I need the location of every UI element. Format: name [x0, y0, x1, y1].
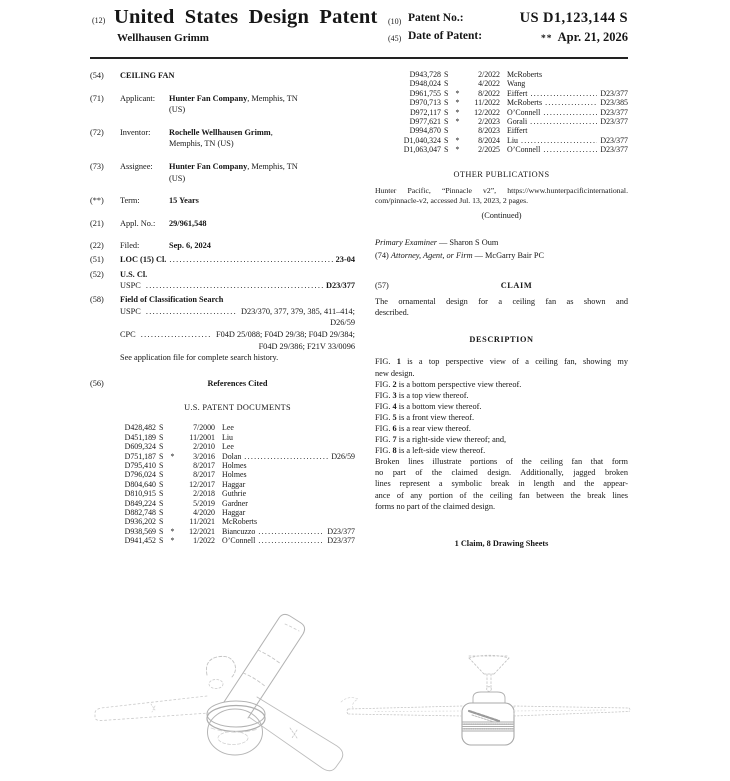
reference-date: 11/2001: [189, 432, 215, 442]
us-patent-documents-heading: U.S. PATENT DOCUMENTS: [184, 402, 291, 412]
entry-code: (58): [90, 295, 104, 305]
text-line: U.S. Cl.: [120, 269, 148, 279]
reference-row: [104, 527, 355, 536]
claim-code: (57): [375, 281, 389, 291]
reference-row: [383, 70, 628, 79]
reference-name: McRoberts: [222, 517, 258, 527]
reference-row: [383, 89, 628, 98]
reference-date: 5/2019: [193, 498, 215, 508]
text-line: FIG. 3 is a top view thereof.: [375, 390, 469, 400]
reference-kind: S: [444, 79, 449, 89]
text-line: F04D 29/386; F21V 33/0096: [258, 341, 355, 351]
text-line: new design.: [375, 368, 415, 378]
us-patent-documents-table: [104, 423, 355, 545]
text-line: Appl. No.: 29/961,548: [120, 218, 207, 228]
reference-name: Eiffert: [507, 88, 528, 98]
biblio-entry: [90, 127, 355, 150]
reference-date: 11/2021: [189, 517, 215, 527]
reference-name: Eiffert: [507, 126, 528, 136]
reference-row: [383, 108, 628, 117]
dot-leader: [169, 254, 332, 266]
reference-kind: S: [444, 126, 449, 136]
reference-number: D751,187: [124, 451, 156, 461]
patent-no-label: Patent No.:: [408, 12, 464, 24]
reference-number: D810,915: [124, 489, 156, 499]
dot-leader: [530, 117, 597, 126]
biblio-entry: [90, 240, 355, 252]
reference-name: McRoberts: [507, 98, 543, 108]
reference-kind: S: [159, 526, 164, 536]
reference-kind: S: [159, 432, 164, 442]
reference-star: *: [455, 117, 460, 127]
claims-sheets-summary: 1 Claim, 8 Drawing Sheets: [454, 538, 549, 548]
reference-kind: S: [159, 508, 164, 518]
double-asterisk-marker: **: [541, 34, 553, 44]
text-line: ance of any portion of the ceiling fan between the break lines: [375, 490, 628, 500]
reference-date: 12/2017: [189, 479, 215, 489]
text-line: Memphis, TN (US): [169, 139, 234, 149]
dot-leader: [258, 527, 324, 536]
text-line: Filed: Sep. 6, 2024: [120, 241, 211, 251]
reference-date: 2/2022: [478, 70, 500, 79]
reference-number: D882,748: [124, 508, 156, 518]
figure-front-view-ceiling-fan: [345, 648, 640, 760]
reference-row: [104, 499, 355, 508]
dot-leader: [543, 108, 597, 117]
description-text: [375, 356, 628, 511]
dot-leader: [530, 89, 597, 98]
reference-name: O’Connell: [222, 536, 256, 546]
text-line: Hunter Pacific, “Pinnacle v2”, https://www.hunterpacificinternational.: [375, 185, 628, 195]
reference-kind: S: [444, 135, 449, 145]
entry-code: (21): [90, 218, 104, 228]
other-publications-heading: OTHER PUBLICATIONS: [453, 169, 550, 179]
reference-row: [104, 517, 355, 526]
text-line: Broken lines illustrate portions of the ceiling fan that form: [375, 457, 628, 467]
reference-name: Wang: [507, 79, 526, 89]
reference-date: 8/2022: [478, 88, 500, 98]
reference-date: 12/2022: [474, 107, 500, 117]
reference-date: 8/2017: [193, 461, 215, 470]
claim-heading: CLAIM: [500, 281, 533, 291]
text-line: forms no part of the claimed design.: [375, 501, 496, 511]
entry-code: (51): [90, 255, 104, 265]
reference-number: D961,755: [409, 88, 441, 98]
examiner-attorney-block: [375, 237, 628, 262]
biblio-entry: [90, 195, 355, 207]
reference-row: [383, 145, 628, 154]
reference-date: 12/2021: [189, 526, 215, 536]
biblio-entry: [90, 294, 355, 364]
entry-code: (22): [90, 241, 104, 251]
text-line: Primary Examiner — Sharon S Oum: [375, 238, 499, 248]
reference-class: D23/377: [600, 88, 628, 98]
biblio-entry: [90, 269, 355, 292]
text-line: D26/59: [330, 318, 355, 328]
entry-lines: [120, 269, 355, 292]
reference-number: D970,713: [409, 98, 441, 108]
dot-leader: [258, 536, 324, 545]
entry-lines: [120, 161, 355, 184]
reference-kind: S: [159, 423, 164, 433]
reference-class: D23/377: [327, 536, 355, 546]
reference-number: D994,870: [409, 126, 441, 136]
reference-name: Lee: [222, 423, 234, 433]
reference-star: *: [455, 98, 460, 108]
reference-name: Haggar: [222, 479, 246, 489]
text-line: Inventor: Rochelle Wellhausen Grimm ,: [120, 127, 273, 137]
reference-kind: S: [159, 489, 164, 499]
reference-date: 8/2017: [193, 470, 215, 480]
reference-kind: S: [159, 479, 164, 489]
dot-leader: [244, 452, 328, 461]
reference-number: D943,728: [409, 70, 441, 79]
reference-date: 2/2010: [193, 442, 215, 452]
claim-text: [375, 296, 628, 318]
reference-kind: S: [159, 451, 164, 461]
reference-kind: S: [159, 536, 164, 546]
entry-code: (**): [90, 196, 104, 206]
entry-code: (54): [90, 71, 104, 80]
text-line: CEILING FAN: [120, 71, 175, 80]
left-column: [90, 70, 355, 546]
reference-date: 3/2016: [193, 451, 215, 461]
entry-code: (73): [90, 161, 104, 171]
dot-leader: [141, 329, 211, 341]
reference-star: *: [455, 135, 460, 145]
references-cited-heading: References Cited: [207, 378, 268, 388]
reference-class: D23/377: [600, 145, 628, 155]
biblio-entry: [90, 93, 355, 116]
text-line: The ornamental design for a ceiling fan as shown and: [375, 297, 628, 307]
reference-row: [104, 480, 355, 489]
text-line: Applicant: Hunter Fan Company , Memphis, TN: [120, 93, 298, 103]
reference-name: Liu: [507, 135, 518, 145]
text-line: no part of the claimed design. Additionally, jagged broken: [375, 468, 628, 478]
reference-star: *: [455, 88, 460, 98]
reference-number: D451,189: [124, 432, 156, 442]
reference-class: D23/377: [600, 107, 628, 117]
continued-note: (Continued): [481, 211, 522, 221]
text-line: FIG. 6 is a rear view thereof.: [375, 424, 471, 433]
reference-date: 11/2022: [474, 98, 500, 108]
biblio-entry: [90, 70, 355, 82]
reference-name: Dolan: [222, 451, 242, 461]
reference-row: [383, 126, 628, 135]
bibliographic-entries: [90, 70, 355, 364]
patent-no-code: (10): [388, 17, 402, 26]
reference-date: 8/2023: [478, 126, 500, 136]
text-line: USPC ..... D23/370, 377, 379, 385, 411–414;: [120, 306, 355, 318]
reference-name: Biancuzzo: [222, 526, 256, 536]
reference-row: [104, 452, 355, 461]
text-line: FIG. 4 is a bottom view thereof.: [375, 401, 482, 411]
figure-perspective-view-ceiling-fan: [85, 612, 360, 781]
reference-name: Gorali: [507, 117, 528, 127]
reference-number: D428,482: [124, 423, 156, 433]
reference-date: 1/2022: [193, 536, 215, 546]
entry-code: (71): [90, 93, 104, 103]
reference-number: D1,063,047: [403, 145, 441, 155]
entry-lines: [120, 218, 355, 230]
reference-kind: S: [159, 461, 164, 470]
text-line: FIG. 5 is a front view thereof.: [375, 412, 475, 422]
reference-name: Holmes: [222, 461, 247, 470]
entry-lines: [120, 254, 355, 266]
reference-kind: S: [159, 517, 164, 527]
entry-lines: [120, 93, 355, 116]
reference-kind: S: [444, 98, 449, 108]
text-line: lines represent a symbolic break in length and the appear-: [375, 479, 628, 489]
reference-date: 2/2018: [193, 489, 215, 499]
text-line: See application file for complete search history.: [120, 353, 279, 363]
text-line: FIG. 7 is a right-side view thereof; and,: [375, 435, 507, 445]
reference-kind: S: [159, 470, 164, 480]
reference-number: D609,324: [124, 442, 156, 452]
reference-star: *: [170, 526, 175, 536]
entry-lines: [120, 195, 355, 207]
reference-name: Holmes: [222, 470, 247, 480]
date-code: (45): [388, 34, 402, 43]
reference-number: D804,640: [124, 479, 156, 489]
text-line: Field of Classification Search: [120, 295, 224, 305]
text-line: Assignee: Hunter Fan Company , Memphis, TN: [120, 161, 298, 171]
inventor-surname: Wellhausen Grimm: [117, 32, 209, 44]
reference-class: D23/377: [600, 135, 628, 145]
reference-date: 8/2024: [478, 135, 500, 145]
reference-row: [104, 461, 355, 470]
reference-kind: S: [159, 442, 164, 452]
text-line: CPC ..... F04D 25/088; F04D 29/38; F04D 29/384;: [120, 329, 355, 341]
reference-number: D972,117: [409, 107, 441, 117]
reference-row: [104, 508, 355, 517]
entry-lines: [120, 127, 355, 150]
dot-leader: [521, 136, 597, 145]
reference-row: [383, 136, 628, 145]
reference-name: Guthrie: [222, 489, 247, 499]
text-line: LOC (15) Cl. ..... 23-04: [120, 254, 355, 266]
text-line: Term: 15 Years: [120, 196, 199, 206]
references-cited-heading-row: [90, 378, 355, 390]
reference-number: D941,452: [124, 536, 156, 546]
biblio-entry: [90, 218, 355, 230]
description-heading: DESCRIPTION: [469, 335, 534, 345]
reference-class: D23/377: [600, 117, 628, 127]
reference-number: D1,040,324: [403, 135, 441, 145]
reference-star: *: [170, 451, 175, 461]
reference-number: D936,202: [124, 517, 156, 527]
other-publications-text: [375, 186, 628, 208]
reference-date: 4/2022: [478, 79, 500, 89]
dot-leader: [545, 98, 597, 107]
reference-row: [104, 433, 355, 442]
reference-name: Lee: [222, 442, 234, 452]
claim-heading-row: [375, 280, 628, 292]
reference-date: 4/2020: [193, 508, 215, 518]
patent-number: US D1,123,144 S: [519, 10, 628, 26]
references-code: (56): [90, 378, 104, 388]
dot-leader: [146, 280, 323, 292]
reference-row: [104, 536, 355, 545]
text-line: FIG. 2 is a bottom perspective view thereof.: [375, 379, 522, 389]
reference-number: D796,024: [124, 470, 156, 480]
biblio-entry: [90, 254, 355, 266]
reference-kind: S: [444, 88, 449, 98]
text-line: (US): [169, 105, 186, 115]
reference-star: *: [170, 536, 175, 546]
reference-row: [104, 470, 355, 479]
reference-name: O’Connell: [507, 107, 541, 117]
us-patent-documents-table-continued: [383, 70, 628, 155]
reference-date: 2/2025: [478, 145, 500, 155]
reference-number: D977,621: [409, 117, 441, 127]
right-column: [375, 70, 628, 549]
text-line: (74) Attorney, Agent, or Firm — McGarry Bair PC: [375, 250, 544, 260]
reference-row: [104, 489, 355, 498]
reference-name: McRoberts: [507, 70, 543, 79]
reference-date: 2/2023: [478, 117, 500, 127]
reference-number: D938,569: [124, 526, 156, 536]
header-divider: [90, 57, 628, 59]
reference-row: [383, 79, 628, 88]
reference-row: [104, 423, 355, 432]
reference-name: Gardner: [222, 498, 248, 508]
reference-kind: S: [444, 117, 449, 127]
reference-kind: S: [444, 70, 449, 79]
reference-class: D23/377: [327, 526, 355, 536]
reference-star: *: [455, 145, 460, 155]
entry-lines: [120, 70, 355, 82]
reference-row: [383, 98, 628, 107]
reference-star: *: [455, 107, 460, 117]
dot-leader: [146, 306, 236, 318]
reference-kind: S: [444, 145, 449, 155]
reference-kind: S: [444, 107, 449, 117]
patent-date: Apr. 21, 2026: [557, 30, 628, 44]
reference-name: Haggar: [222, 508, 246, 518]
reference-name: O’Connell: [507, 145, 541, 155]
text-line: described.: [375, 308, 409, 318]
text-line: FIG. 8 is a left-side view thereof.: [375, 446, 486, 456]
reference-row: [383, 117, 628, 126]
reference-number: D948,024: [409, 79, 441, 89]
entry-code: (72): [90, 127, 104, 137]
text-line: (US): [169, 173, 186, 183]
entry-lines: [120, 240, 355, 252]
kind-code: (12): [92, 16, 106, 25]
reference-date: 7/2000: [193, 423, 215, 433]
dot-leader: [543, 145, 597, 154]
reference-class: D23/385: [600, 98, 628, 108]
reference-number: D849,224: [124, 498, 156, 508]
text-line: com/pinnacle-v2, accessed Jul. 13, 2023, 2 pages.: [375, 196, 529, 206]
reference-number: D795,410: [124, 461, 156, 470]
reference-row: [104, 442, 355, 451]
date-of-patent-label: Date of Patent:: [408, 30, 483, 42]
text-line: USPC ..... D23/377: [120, 280, 355, 292]
reference-name: Liu: [222, 432, 233, 442]
biblio-entry: [90, 161, 355, 184]
entry-code: (52): [90, 269, 104, 279]
reference-kind: S: [159, 498, 164, 508]
reference-class: D26/59: [331, 451, 355, 461]
text-line: FIG. 1 is a top perspective view of a ceiling fan, showing my: [375, 357, 628, 367]
page-title: United States Design Patent: [114, 6, 378, 28]
entry-lines: [120, 294, 355, 364]
